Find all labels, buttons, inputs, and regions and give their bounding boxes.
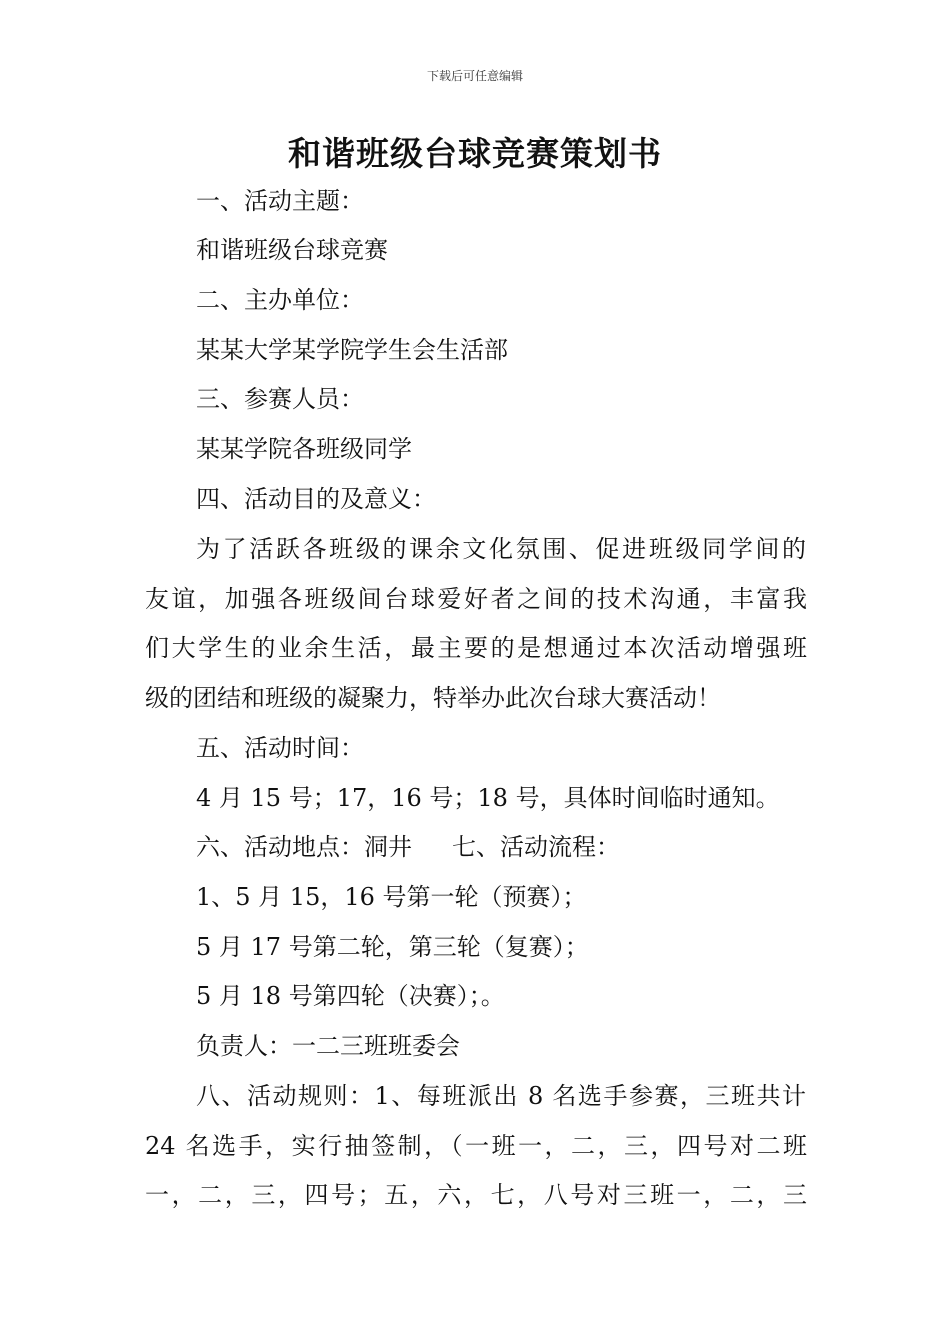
header-note: 下载后可任意编辑 bbox=[426, 69, 523, 83]
section-heading-location: 六、活动地点：洞井 bbox=[196, 833, 412, 861]
section-heading-organizer: 二、主办单位： bbox=[196, 286, 364, 314]
document-title: 和谐班级台球竞赛策划书 bbox=[288, 134, 662, 173]
purpose-line-1: 为了活跃各班级的课余文化氛围、促进班级同学间的 bbox=[196, 535, 806, 563]
time-text: 4 月 15 号；17，16 号；18 号，具体时间临时通知。 bbox=[196, 784, 780, 812]
rules-line-1: 八、活动规则：1、每班派出 8 名选手参赛，三班共计 bbox=[196, 1082, 806, 1110]
process-step-3: 5 月 18 号第四轮（决赛）；。 bbox=[196, 982, 505, 1010]
section-heading-purpose: 四、活动目的及意义： bbox=[196, 485, 436, 513]
theme-text: 和谐班级台球竞赛 bbox=[196, 236, 388, 264]
rules-line-3: 一，二，三，四号；五，六，七，八号对三班一，二，三 bbox=[145, 1181, 807, 1209]
section-heading-process: 七、活动流程： bbox=[452, 833, 620, 861]
section-heading-participants: 三、参赛人员： bbox=[196, 385, 364, 413]
responsible-person: 负责人：一二三班班委会 bbox=[196, 1032, 460, 1060]
rules-line-2: 24 名选手，实行抽签制，（一班一，二，三，四号对二班 bbox=[145, 1132, 807, 1160]
purpose-line-4: 级的团结和班级的凝聚力，特举办此次台球大赛活动！ bbox=[145, 684, 721, 712]
process-step-2: 5 月 17 号第二轮，第三轮（复赛）； bbox=[196, 933, 589, 961]
organizer-text: 某某大学某学院学生会生活部 bbox=[196, 336, 508, 364]
section-heading-theme: 一、活动主题： bbox=[196, 187, 364, 215]
participants-text: 某某学院各班级同学 bbox=[196, 435, 412, 463]
purpose-line-2: 友谊，加强各班级间台球爱好者之间的技术沟通，丰富我 bbox=[145, 585, 807, 613]
section-heading-time: 五、活动时间： bbox=[196, 734, 364, 762]
purpose-line-3: 们大学生的业余生活，最主要的是想通过本次活动增强班 bbox=[145, 634, 807, 662]
location-and-process-line bbox=[196, 832, 620, 862]
process-step-1: 1、5 月 15，16 号第一轮（预赛）； bbox=[196, 883, 587, 911]
